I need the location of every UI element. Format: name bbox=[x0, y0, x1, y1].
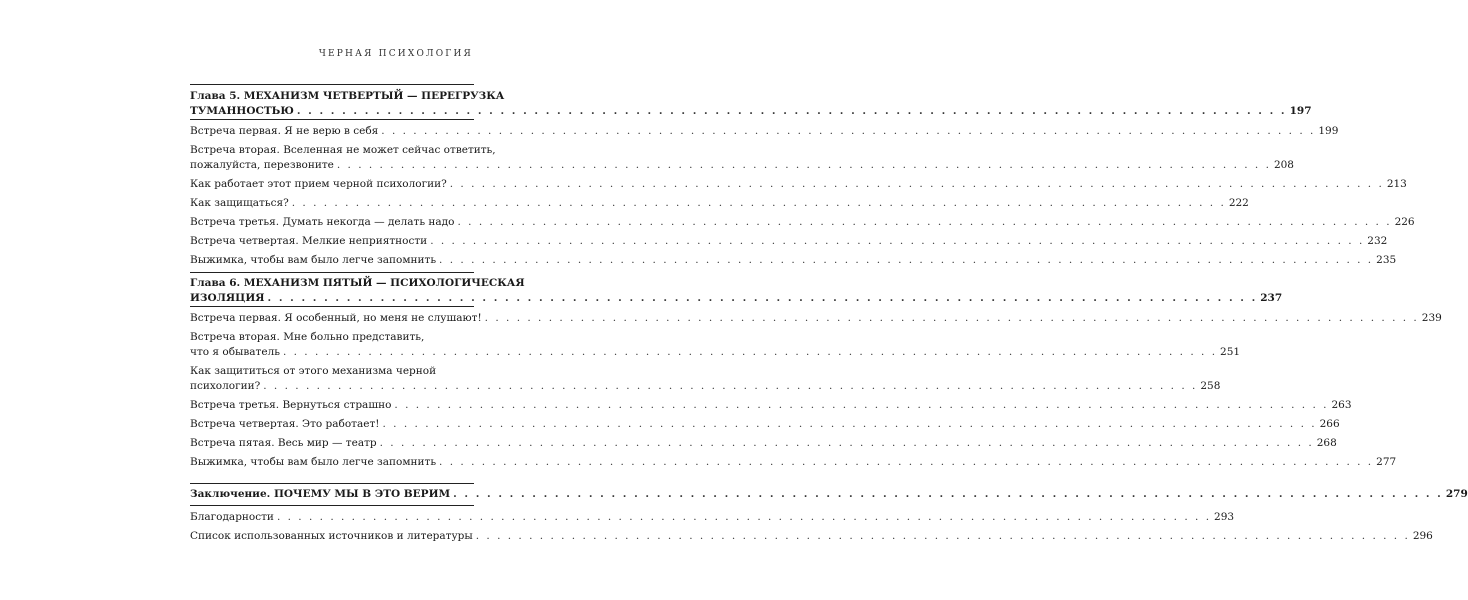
toc-entry[interactable] bbox=[190, 215, 1415, 230]
dot-leader bbox=[297, 104, 1287, 119]
page-number: 226 bbox=[1394, 216, 1415, 228]
entry-title: Встреча вторая. Вселенная не может сейчас ответить, bbox=[190, 144, 496, 156]
page-number: 222 bbox=[1228, 197, 1249, 209]
toc-entry[interactable] bbox=[190, 364, 1221, 394]
page-number: 239 bbox=[1421, 312, 1442, 324]
dot-leader bbox=[283, 345, 1217, 360]
chapter-6-heading[interactable] bbox=[190, 276, 1283, 306]
toc-entry[interactable] bbox=[190, 455, 1397, 470]
toc-entry[interactable] bbox=[190, 234, 1388, 249]
page-number: 268 bbox=[1316, 437, 1337, 449]
page-number: 263 bbox=[1331, 399, 1352, 411]
dot-leader bbox=[337, 158, 1271, 173]
toc-entry[interactable] bbox=[190, 510, 1235, 525]
entry-title: Встреча первая. Я не верю в себя bbox=[190, 125, 379, 137]
page-number: 266 bbox=[1319, 418, 1340, 430]
dot-leader bbox=[453, 487, 1443, 502]
page-number: 213 bbox=[1386, 178, 1407, 190]
dot-leader bbox=[439, 455, 1373, 470]
entry-title: Благодарности bbox=[190, 511, 274, 523]
chapter-5-heading[interactable] bbox=[190, 89, 1312, 119]
entry-title: Встреча пятая. Весь мир — театр bbox=[190, 437, 377, 449]
page-number: 277 bbox=[1376, 456, 1397, 468]
toc-entry[interactable] bbox=[190, 253, 1397, 268]
page-number: 251 bbox=[1220, 346, 1241, 358]
toc-entry[interactable] bbox=[190, 330, 1241, 360]
dot-leader bbox=[380, 436, 1314, 451]
entry-title: Встреча третья. Думать некогда — делать надо bbox=[190, 216, 455, 228]
toc-entry[interactable] bbox=[190, 436, 1337, 451]
dot-leader bbox=[292, 196, 1226, 211]
toc-entry[interactable] bbox=[190, 311, 1442, 326]
entry-title: Встреча четвертая. Мелкие неприятности bbox=[190, 235, 428, 247]
page-number: 258 bbox=[1200, 380, 1221, 392]
dot-leader bbox=[383, 417, 1317, 432]
page-number: 293 bbox=[1214, 511, 1235, 523]
dot-leader bbox=[430, 234, 1364, 249]
page-number: 232 bbox=[1367, 235, 1388, 247]
chapter-title-line: Глава 5. МЕХАНИЗМ ЧЕТВЕРТЫЙ — ПЕРЕГРУЗКА bbox=[190, 90, 505, 102]
toc-entry[interactable] bbox=[190, 196, 1249, 211]
page-number: 279 bbox=[1445, 488, 1468, 500]
running-head: ЧЕРНАЯ ПСИХОЛОГИЯ bbox=[318, 49, 473, 59]
dot-leader bbox=[439, 253, 1373, 268]
toc-entry[interactable] bbox=[190, 177, 1407, 192]
entry-title: Заключение. ПОЧЕМУ МЫ В ЭТО ВЕРИМ bbox=[190, 488, 451, 500]
toc-entry[interactable] bbox=[190, 529, 1433, 544]
page-number: 296 bbox=[1412, 530, 1433, 542]
page-number: 197 bbox=[1289, 105, 1312, 117]
table-of-contents bbox=[190, 84, 1468, 544]
chapter-title-line: Глава 6. МЕХАНИЗМ ПЯТЫЙ — ПСИХОЛОГИЧЕСКАЯ bbox=[190, 277, 525, 289]
chapter-title-line: ИЗОЛЯЦИЯ bbox=[190, 292, 265, 304]
entry-title: пожалуйста, перезвоните bbox=[190, 159, 334, 171]
entry-title: Встреча вторая. Мне больно представить, bbox=[190, 331, 425, 343]
entry-title: Встреча четвертая. Это работает! bbox=[190, 418, 380, 430]
entry-title: Встреча первая. Я особенный, но меня не слушают! bbox=[190, 312, 482, 324]
entry-title: психологии? bbox=[190, 380, 261, 392]
page-number: 235 bbox=[1376, 254, 1397, 266]
dot-leader bbox=[457, 215, 1391, 230]
entry-title: Выжимка, чтобы вам было легче запомнить bbox=[190, 254, 437, 266]
entry-title: Встреча третья. Вернуться страшно bbox=[190, 399, 392, 411]
chapter-title-line: ТУМАННОСТЬЮ bbox=[190, 105, 294, 117]
dot-leader bbox=[476, 529, 1410, 544]
page-number: 237 bbox=[1260, 292, 1283, 304]
entry-title: что я обыватель bbox=[190, 346, 280, 358]
dot-leader bbox=[485, 311, 1419, 326]
dot-leader bbox=[277, 510, 1211, 525]
entry-title: Выжимка, чтобы вам было легче запомнить bbox=[190, 456, 437, 468]
dot-leader bbox=[381, 124, 1315, 139]
page-number: 199 bbox=[1318, 125, 1339, 137]
entry-title: Список использованных источников и литературы bbox=[190, 530, 473, 542]
toc-entry[interactable] bbox=[190, 143, 1294, 173]
entry-title: Как защититься от этого механизма черной bbox=[190, 365, 437, 377]
toc-entry[interactable] bbox=[190, 398, 1352, 413]
conclusion-heading[interactable] bbox=[190, 487, 1468, 502]
page-number: 208 bbox=[1273, 159, 1294, 171]
toc-entry[interactable] bbox=[190, 124, 1339, 139]
entry-title: Как работает этот прием черной психологии? bbox=[190, 178, 447, 190]
dot-leader bbox=[268, 291, 1258, 306]
dot-leader bbox=[263, 379, 1197, 394]
toc-entry[interactable] bbox=[190, 417, 1340, 432]
dot-leader bbox=[394, 398, 1328, 413]
dot-leader bbox=[450, 177, 1384, 192]
entry-title: Как защищаться? bbox=[190, 197, 289, 209]
